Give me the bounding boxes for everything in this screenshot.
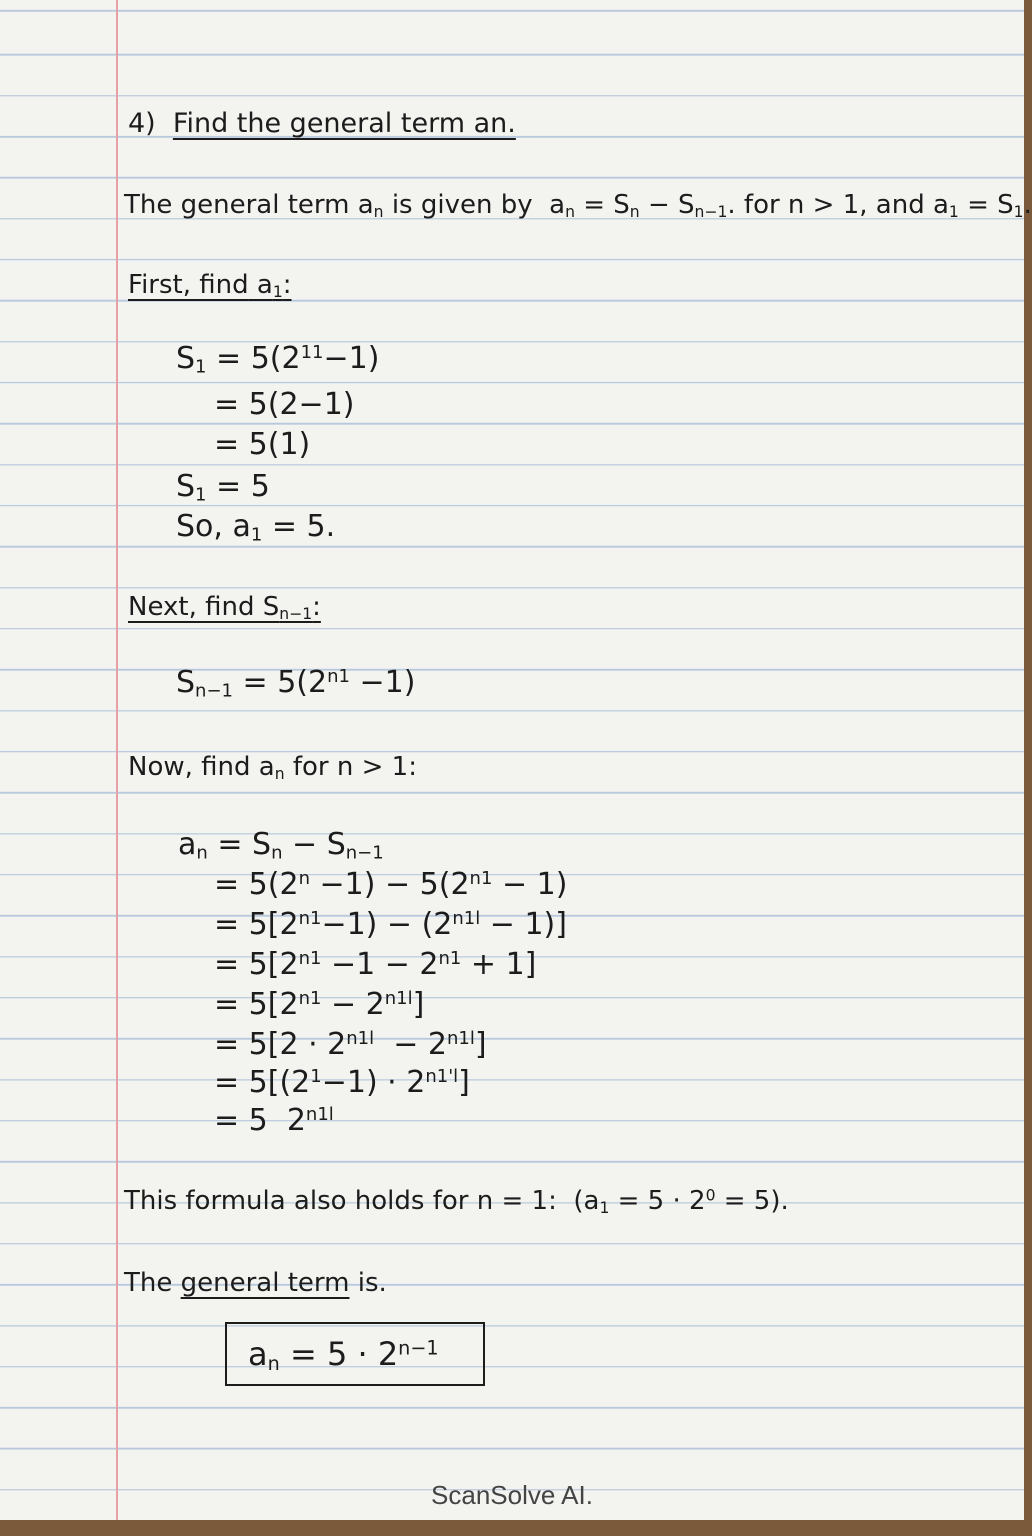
- deriv-line-2: = $5(2^n -1) - 5(2^{n1} - 1)$: [214, 867, 568, 902]
- deriv-line-4: = $5[2^{n1} -1 - 2^{n1} + 1]$: [214, 947, 537, 982]
- conclusion-line: The general term is.: [124, 1268, 387, 1298]
- step-s1-1: $S_1 = 5(2^{11}-1)$: [176, 341, 380, 378]
- deriv-line-6: = $5[2 \cdot 2^{n1l} - 2^{n1l}]$: [214, 1027, 487, 1062]
- deriv-line-8: = 5 $2^{n1l}$: [214, 1103, 334, 1138]
- step-s1-3: = 5(1): [214, 427, 311, 462]
- deriv-line-5: = $5[2^{n1} - 2^{n1l}]$: [214, 987, 425, 1022]
- step-sn1: $S_{n-1} = 5(2^{n1} -1)$: [176, 665, 416, 702]
- section-a1-heading: First, find $a_1$:: [128, 270, 292, 301]
- footer-brand: ScanSolve AI.: [431, 1480, 593, 1510]
- deriv-line-3: = $5[2^{n1}-1) - (2^{n1l} - 1)$]: [214, 907, 567, 942]
- section-an-heading: Now, find $a_n$ for n > 1:: [128, 752, 417, 783]
- section-sn1-heading: Next, find $S_{n-1}$:: [128, 592, 321, 623]
- final-answer: $a_n = 5 \cdot 2^{n-1}$: [248, 1335, 439, 1375]
- problem-heading: 4) Find the general term an.: [128, 108, 516, 139]
- deriv-line-1: $a_n = S_n - S_{n-1}$: [178, 827, 384, 864]
- step-s1-5: So, $a_1 = 5$.: [176, 509, 336, 546]
- check-line: This formula also holds for n = 1: $(a_1 = 5 \cdot 2^0 = 5)$.: [124, 1186, 789, 1217]
- deriv-line-7: = $5[(2^1-1) \cdot 2^{n1'l}]$: [214, 1065, 470, 1100]
- margin-line: [116, 0, 118, 1520]
- step-s1-4: $S_1 = 5$: [176, 469, 270, 506]
- intro-line: The general term $a_n$ is given by $a_n = S_n - S_{n-1}$. for n > 1, and $a_1 = S_1$.: [124, 190, 1032, 221]
- step-s1-2: = 5(2−1): [214, 387, 355, 422]
